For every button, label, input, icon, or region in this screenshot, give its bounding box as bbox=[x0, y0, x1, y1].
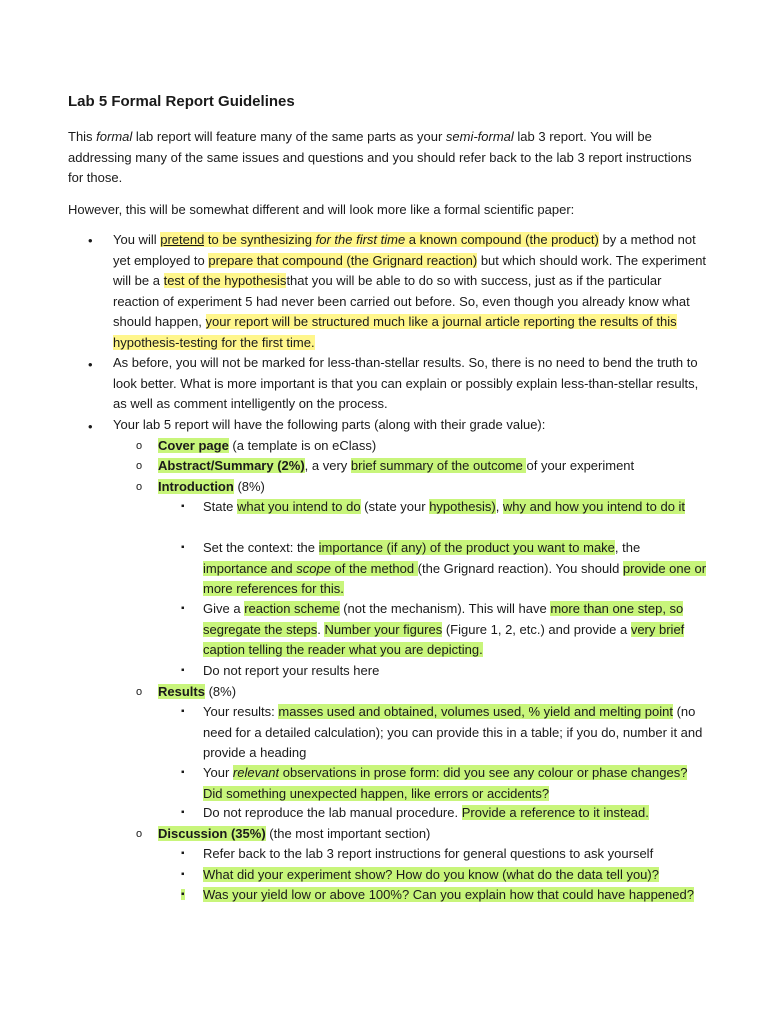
text: (not the mechanism). This will have bbox=[339, 601, 551, 616]
highlight: What did your experiment show? How do you know (what do the data tell you)? bbox=[203, 867, 659, 882]
sub-sub-bullet-icon: ▪ bbox=[181, 767, 185, 778]
sub-bullet-icon: o bbox=[136, 460, 143, 472]
sub-sub-bullet-icon: ▪ bbox=[181, 807, 185, 818]
highlight: Abstract/Summary (2%) bbox=[158, 458, 305, 473]
sub-bullet-icon: o bbox=[136, 686, 143, 698]
bullet-icon: • bbox=[88, 233, 93, 248]
text: (the Grignard reaction). You should bbox=[417, 560, 623, 576]
highlight: pretend bbox=[160, 232, 205, 247]
highlight: test of the hypothesis bbox=[163, 273, 287, 288]
text: formal bbox=[96, 129, 133, 144]
document-title: Lab 5 Formal Report Guidelines bbox=[68, 93, 295, 110]
results-item-procedure bbox=[203, 803, 707, 824]
text: State bbox=[203, 499, 237, 514]
highlight: Discussion (35%) bbox=[158, 826, 266, 841]
sub-sub-bullet-icon: ▪ bbox=[181, 848, 185, 859]
sub-bullet-icon: o bbox=[136, 481, 143, 493]
text: that you will be able to do so with success, just as if the particular reaction of experiment 5 had never been carried out before. So, even though you already know what should happen, bbox=[113, 273, 690, 329]
text: (state your bbox=[360, 499, 430, 514]
highlight: hypothesis) bbox=[429, 499, 496, 514]
text: You will bbox=[113, 232, 161, 247]
highlight: Was your yield low or above 100%? Can you explain how that could have happened? bbox=[203, 887, 694, 902]
text: , a very bbox=[304, 458, 351, 473]
sub-sub-bullet-icon: ▪ bbox=[181, 665, 185, 676]
highlight: observations in prose form: did you see any colour or phase changes? Did something unexpected happen, like errors or accidents? bbox=[203, 765, 688, 801]
highlight: why and how you intend to do it bbox=[502, 499, 686, 514]
highlight: importance (if any) of the product you want to make bbox=[318, 540, 615, 555]
sub-sub-bullet-icon: ▪ bbox=[181, 542, 185, 553]
highlight: importance and bbox=[203, 560, 297, 576]
item-cover bbox=[158, 436, 718, 457]
text: Do not reproduce the lab manual procedure. bbox=[203, 805, 462, 820]
bullet-marked: As before, you will not be marked for less-than-stellar results. So, there is no need to bend the truth to look better. What is more important is that you can explain or possibly explain less-than-stellar results, as well as comment intelligently on the process. bbox=[113, 355, 699, 411]
highlight: your report will be structured much like a journal article reporting the results of this hypothesis-testing for the first time. bbox=[113, 314, 677, 350]
text: (a template is on eClass) bbox=[228, 438, 377, 453]
sub-bullet-icon: o bbox=[136, 440, 143, 452]
sub-sub-bullet-icon: ▪ bbox=[181, 603, 185, 614]
highlight: prepare that compound (the Grignard reaction) bbox=[208, 252, 478, 268]
highlight: for the first time bbox=[315, 232, 406, 247]
text: lab 3 report. You will be addressing many of the same issues and questions and you should refer back to the lab 3 report instructions for those. bbox=[68, 129, 692, 185]
text: (the most important section) bbox=[265, 826, 431, 841]
highlight: of the method bbox=[330, 560, 418, 576]
highlight: Number your figures bbox=[324, 621, 443, 637]
discussion-item-refer: Refer back to the lab 3 report instructions for general questions to ask yourself bbox=[203, 846, 654, 861]
results-item-observations bbox=[203, 763, 707, 804]
bullet-icon: • bbox=[88, 357, 93, 372]
intro-item-no-results: Do not report your results here bbox=[203, 663, 380, 678]
highlight: more than one step, so segregate the steps bbox=[203, 601, 684, 637]
text: (8%) bbox=[233, 479, 265, 494]
however-paragraph: However, this will be somewhat different and will look more like a formal scientific paper: bbox=[68, 202, 575, 217]
bullet-icon: • bbox=[88, 419, 93, 434]
item-abstract bbox=[158, 456, 718, 477]
item-results bbox=[158, 682, 718, 703]
highlight: Results bbox=[158, 684, 205, 699]
sub-sub-bullet-icon: ▪ bbox=[181, 889, 185, 900]
highlight: masses used and obtained, volumes used, % yield and melting point bbox=[278, 704, 673, 719]
text: by a method not yet employed to bbox=[113, 232, 696, 268]
intro-paragraph bbox=[68, 127, 708, 189]
intro-item-state bbox=[203, 497, 707, 518]
text: This bbox=[68, 129, 97, 144]
discussion-item-yield bbox=[203, 885, 707, 906]
sub-sub-bullet-icon: ▪ bbox=[181, 501, 185, 512]
highlight: to be synthesizing bbox=[204, 232, 316, 247]
results-item-values bbox=[203, 702, 707, 764]
highlight: provide one or more references for this. bbox=[203, 560, 707, 596]
sub-bullet-icon: o bbox=[136, 828, 143, 840]
highlight: relevant bbox=[232, 765, 280, 780]
bullet-parts: Your lab 5 report will have the following parts (along with their grade value): bbox=[113, 417, 546, 432]
item-discussion bbox=[158, 824, 718, 845]
sub-sub-bullet-icon: ▪ bbox=[181, 706, 185, 717]
text: but which should work. The experiment will be a bbox=[113, 252, 707, 288]
text: (8%) bbox=[204, 684, 237, 699]
text: , bbox=[495, 499, 503, 514]
highlight: very brief caption telling the reader what you are depicting. bbox=[203, 621, 685, 657]
highlight: Introduction bbox=[158, 479, 234, 494]
highlight: a known compound (the product) bbox=[405, 232, 599, 247]
text: (Figure 1, 2, etc.) and provide a bbox=[442, 621, 631, 637]
text: Your bbox=[203, 765, 233, 780]
text: lab report will feature many of the same parts as your bbox=[132, 129, 446, 144]
intro-item-context bbox=[203, 538, 707, 600]
text: Give a bbox=[203, 601, 245, 616]
text: , the bbox=[614, 540, 641, 555]
highlight: brief summary of the outcome bbox=[350, 458, 527, 473]
sub-sub-bullet-icon: ▪ bbox=[181, 869, 185, 880]
highlight: Cover page bbox=[158, 438, 229, 453]
text: . bbox=[317, 621, 325, 637]
item-introduction bbox=[158, 477, 718, 498]
discussion-item-show bbox=[203, 865, 707, 886]
text: (no need for a detailed calculation); you can provide this in a table; if you do, number it and provide a heading bbox=[203, 704, 703, 760]
highlight: Provide a reference to it instead. bbox=[461, 805, 649, 820]
highlight: what you intend to do bbox=[236, 499, 361, 514]
highlight: scope bbox=[296, 560, 331, 576]
text: Your results: bbox=[203, 704, 279, 719]
text: Set the context: the bbox=[203, 540, 319, 555]
intro-item-scheme bbox=[203, 599, 707, 661]
text: semi-formal bbox=[445, 129, 514, 144]
highlight: reaction scheme bbox=[244, 601, 340, 616]
bullet-pretend bbox=[113, 230, 711, 353]
text: of your experiment bbox=[526, 458, 635, 473]
